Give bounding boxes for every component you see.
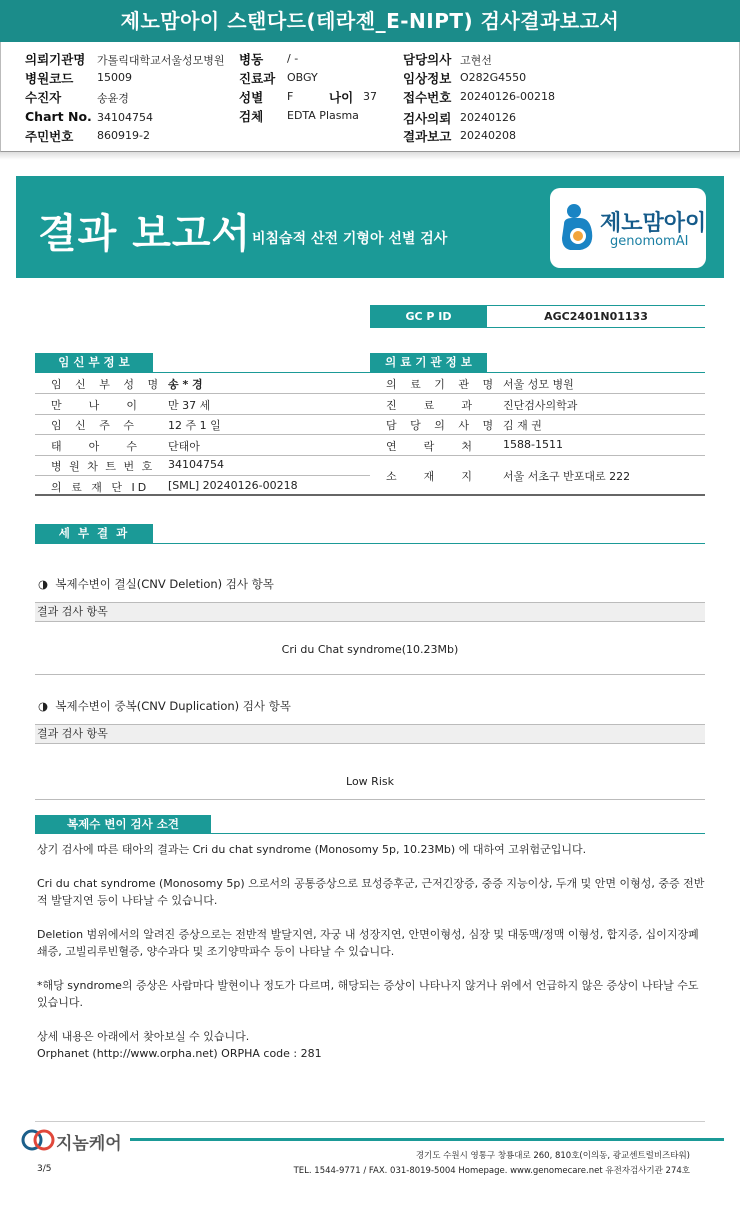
institution-info-title: 의 료 기 관 정 보: [370, 353, 487, 372]
inst-label-doctor: 담 당 의 사 명: [386, 419, 499, 432]
label-sex: 성별: [239, 90, 264, 105]
divider: [370, 434, 705, 435]
value-specimen: EDTA Plasma: [287, 109, 359, 122]
opinion-paragraph-3: Deletion 범위에서의 알려진 증상으로는 전반적 발달지연, 자궁 내 성장지연, 안면이형성, 심장 및 대동맥/정맥 이형성, 합지증, 십이지장폐쇄증, 고빌리루빈혈증, 양수과다 및 조기양막파수 등이 나타날 수 있습니다.: [37, 928, 699, 958]
label-resident-no: 주민번호: [25, 129, 74, 144]
info-box-shadow: [0, 152, 740, 160]
value-ward: / -: [287, 52, 299, 65]
deletion-result: Cri du Chat syndrome(10.23Mb): [281, 643, 459, 656]
label-requesting-institution: 의뢰기관명: [25, 52, 86, 67]
opinion-paragraph-1: 상기 검사에 따른 태아의 결과는 Cri du chat syndrome (Monosomy 5p, 10.23Mb) 에 대하여 고위험군입니다.: [37, 843, 587, 856]
preg-value-weeks: 12 주 1 일: [168, 419, 221, 432]
label-clinical-info: 임상정보: [403, 71, 452, 86]
opinion-paragraph-2: Cri du chat syndrome (Monosomy 5p) 으로서의 공통증상으로 묘성증후군, 근저긴장증, 중증 지능이상, 두개 및 안면 이형성, 중증 전반적 발달지연 등이 나타날 수 있습니다.: [37, 877, 705, 907]
gcp-id-label: GC P ID: [370, 306, 487, 327]
divider: [35, 393, 370, 394]
divider: [35, 414, 370, 415]
report-title: 제노맘아이 스탠다드(테라젠_E-NIPT) 검사결과보고서: [0, 0, 740, 42]
footer-address: [294, 1149, 690, 1179]
inst-label-dept: 진 료 과: [386, 399, 472, 412]
genomecare-logo-icon: [20, 1128, 56, 1152]
duplication-result: Low Risk: [346, 775, 394, 788]
opinion-paragraph-5: 상세 내용은 아래에서 찾아보실 수 있습니다.: [37, 1030, 250, 1043]
preg-label-foundation-id: 의 료 재 단 ID: [51, 481, 150, 494]
preg-label-fetus: 태 아 수: [51, 440, 137, 453]
inst-value-dept: 진단검사의학과: [503, 399, 578, 412]
divider: [370, 393, 705, 394]
gcp-id-value: AGC2401N01133: [544, 310, 648, 323]
preg-value-fetus: 단태아: [168, 440, 200, 453]
value-sex: F: [287, 90, 294, 103]
divider: [35, 475, 370, 476]
label-receipt-no: 접수번호: [403, 90, 452, 105]
deletion-column-header: 결과 검사 항목: [35, 602, 705, 622]
preg-label-age: 만 나 이: [51, 399, 137, 412]
label-specimen: 검체: [239, 109, 264, 124]
genomom-logo: [550, 188, 706, 268]
gcp-id-row: [370, 305, 705, 328]
banner-subtitle: 비침습적 산전 기형아 선별 검사: [252, 231, 448, 247]
pregnant-info-title: 임 신 부 정 보: [35, 353, 153, 372]
divider: [35, 674, 705, 675]
label-ward: 병동: [239, 52, 264, 67]
preg-value-name: 송 * 경: [168, 378, 203, 391]
value-resident-no: 860919-2: [97, 129, 150, 142]
page-number: 3/5: [37, 1164, 52, 1174]
label-test-request: 검사의뢰: [403, 111, 452, 126]
value-patient: 송윤경: [97, 92, 129, 105]
opinion-paragraph-4: *해당 syndrome의 증상은 사람마다 발현이나 정도가 다르며, 해당되는 증상이 나타나지 않거나 위에서 언급하지 않은 증상이 나타날 수도 있습니다.: [37, 979, 699, 1009]
inst-label-location: 소 재 지: [386, 470, 472, 483]
preg-label-weeks: 임 신 주 수: [51, 419, 139, 432]
detail-result-line: [35, 543, 705, 544]
half-circle-icon: ◑: [38, 699, 49, 713]
detail-result-title: 세 부 결 과: [35, 524, 153, 543]
opinion-paragraph-6: Orphanet (http://www.orpha.net) ORPHA code : 281: [37, 1047, 322, 1060]
divider: [35, 799, 705, 800]
label-chart-no: Chart No.: [25, 109, 92, 124]
info-table-bottom-border: [35, 494, 705, 496]
value-test-request: 20240126: [460, 111, 516, 124]
label-patient: 수진자: [25, 90, 62, 105]
duplication-column-header: 결과 검사 항목: [35, 724, 705, 744]
value-hospital-code: 15009: [97, 71, 132, 84]
divider: [35, 455, 370, 456]
mother-baby-icon: [560, 202, 596, 254]
opinion-line: [35, 833, 705, 834]
value-age: 37: [363, 90, 377, 103]
footer-contact-line: TEL. 1544-9771 / FAX. 031-8019-5004 Homepage. www.genomecare.net 유전자검사기관 274호: [293, 1166, 690, 1176]
inst-value-contact: 1588-1511: [503, 438, 563, 451]
inst-label-contact: 연 락 처: [386, 440, 472, 453]
value-result-report: 20240208: [460, 129, 516, 142]
label-hospital-code: 병원코드: [25, 71, 74, 86]
half-circle-icon: ◑: [38, 577, 49, 591]
inst-label-name: 의 료 기 관 명: [386, 378, 499, 391]
deletion-heading: [38, 576, 274, 592]
divider: [370, 414, 705, 415]
result-banner: [16, 176, 724, 278]
value-requesting-institution: 가톨릭대학교서울성모병원: [97, 54, 225, 67]
label-department: 진료과: [239, 71, 276, 86]
value-receipt-no: 20240126-00218: [460, 90, 555, 103]
value-chart-no: 34104754: [97, 111, 153, 124]
footer-divider: [35, 1121, 705, 1122]
logo-sub-text: genomomAI: [610, 234, 689, 249]
value-doctor: 고현선: [460, 54, 492, 67]
inst-value-name: 서울 성모 병원: [503, 378, 574, 391]
label-doctor: 담당의사: [403, 52, 452, 67]
label-age: 나이: [329, 90, 354, 105]
duplication-heading: [38, 698, 291, 714]
divider: [370, 455, 705, 456]
footer-teal-bar: [130, 1138, 724, 1141]
inst-value-doctor: 김 재 권: [503, 419, 542, 432]
preg-label-name: 임 신 부 성 명: [51, 378, 164, 391]
label-result-report: 결과보고: [403, 129, 452, 144]
footer-address-line: 경기도 수원시 영통구 창룡대로 260, 810호(이의동, 광교센트럴비즈타워): [415, 1151, 690, 1161]
institution-info-line: [370, 372, 705, 373]
preg-value-foundation-id: [SML] 20240126-00218: [168, 479, 298, 492]
banner-title: 결과 보고서: [38, 211, 252, 257]
value-department: OBGY: [287, 71, 318, 84]
value-clinical-info: O282G4550: [460, 71, 527, 84]
genomecare-logo-text: 지놈케어: [56, 1134, 122, 1154]
preg-value-age: 만 37 세: [168, 399, 211, 412]
pregnant-info-line: [35, 372, 370, 373]
deletion-heading-text: 복제수변이 결실(CNV Deletion) 검사 항목: [55, 577, 274, 591]
patient-info-box: [0, 42, 740, 152]
logo-main-text: 제노맘아이: [600, 211, 707, 236]
inst-value-location: 서울 서초구 반포대로 222: [503, 470, 631, 483]
preg-value-chart: 34104754: [168, 458, 224, 471]
preg-label-chart: 병 원 차 트 번 호: [51, 460, 155, 473]
divider: [35, 434, 370, 435]
duplication-heading-text: 복제수변이 중복(CNV Duplication) 검사 항목: [55, 699, 291, 713]
genomecare-logo: [20, 1128, 122, 1156]
opinion-title: 복제수 변이 검사 소견: [35, 815, 211, 834]
